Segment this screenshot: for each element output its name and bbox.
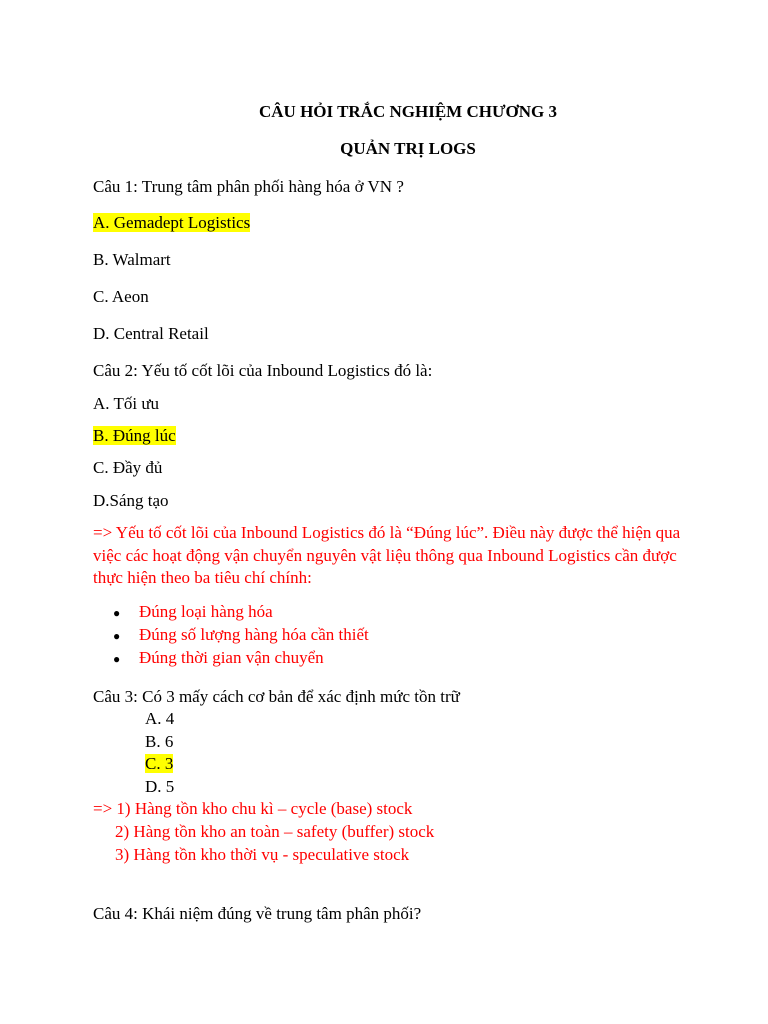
- question-1-option-b: B. Walmart: [93, 250, 171, 269]
- question-2-option-d: D.Sáng tạo: [93, 491, 169, 510]
- question-3-explanation-line-2: 2) Hàng tồn kho an toàn – safety (buffer) stock: [115, 822, 435, 841]
- question-2-bullet-1: Đúng loại hàng hóa: [139, 602, 273, 621]
- question-3-text: Câu 3: Có 3 mấy cách cơ bản để xác định mức tồn trữ: [93, 687, 460, 706]
- question-2-explanation-line-1: => Yếu tố cốt lõi của Inbound Logistics đó là “Đúng lúc”. Điều này được thể hiện qua: [93, 523, 681, 542]
- question-2-bullet-2: Đúng số lượng hàng hóa cần thiết: [139, 625, 369, 644]
- question-3-option-a: A. 4: [145, 709, 175, 728]
- question-3-option-c: [145, 753, 173, 775]
- question-3-explanation-line-3: 3) Hàng tồn kho thời vụ - speculative stock: [115, 845, 410, 864]
- question-2-option-c: C. Đầy đủ: [93, 458, 163, 477]
- question-2-explanation-line-3: thực hiện theo ba tiêu chí chính:: [93, 568, 312, 587]
- question-2-bullet-3: Đúng thời gian vận chuyển: [139, 648, 324, 667]
- question-1-option-c: C. Aeon: [93, 287, 149, 306]
- document-subtitle: QUẢN TRỊ LOGS: [340, 139, 476, 158]
- question-2-option-b: [93, 425, 176, 447]
- highlighted-answer: C. 3: [145, 754, 174, 773]
- question-2-text: Câu 2: Yếu tố cốt lõi của Inbound Logistics đó là:: [93, 361, 433, 380]
- question-1-option-a: [93, 212, 250, 234]
- question-3-option-d: D. 5: [145, 777, 175, 796]
- question-4-text: Câu 4: Khái niệm đúng về trung tâm phân phối?: [93, 904, 422, 923]
- question-3-option-b: B. 6: [145, 732, 174, 751]
- bullet-icon: ●: [113, 629, 121, 643]
- question-1-option-d: D. Central Retail: [93, 324, 209, 343]
- question-2-option-a: A. Tối ưu: [93, 394, 160, 413]
- highlighted-answer: B. Đúng lúc: [93, 426, 176, 445]
- highlighted-answer: A. Gemadept Logistics: [93, 213, 251, 232]
- bullet-icon: ●: [113, 652, 121, 666]
- bullet-icon: ●: [113, 606, 121, 620]
- question-1-text: Câu 1: Trung tâm phân phối hàng hóa ở VN ?: [93, 177, 404, 196]
- question-3-explanation-line-1: => 1) Hàng tồn kho chu kì – cycle (base) stock: [93, 799, 413, 818]
- question-2-explanation-line-2: việc các hoạt động vận chuyển nguyên vật liệu thông qua Inbound Logistics cần được: [93, 546, 677, 565]
- document-title: CÂU HỎI TRẮC NGHIỆM CHƯƠNG 3: [259, 102, 557, 121]
